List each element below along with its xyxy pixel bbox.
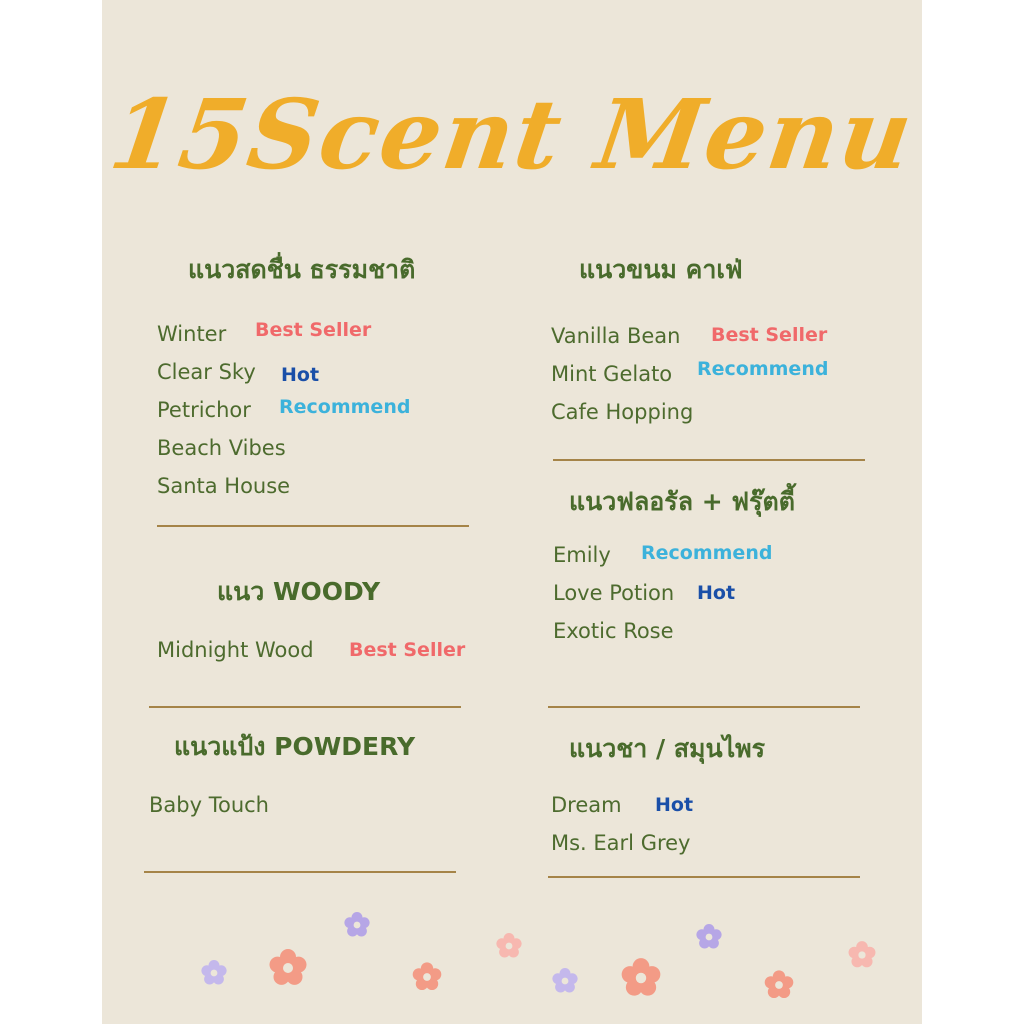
flower-icon [266,946,310,990]
section-divider [548,706,860,708]
badge-hot: Hot [655,794,694,816]
badge-best-seller: Best Seller [255,319,372,341]
menu-item-ms-earl-grey: Ms. Earl Grey [551,831,691,855]
badge-recommend: Recommend [641,542,773,564]
menu-poster [102,0,922,1024]
flower-icon [618,955,664,1001]
section-divider [157,525,469,527]
section-heading-dessert: แนวขนม คาเฟ่ [579,255,743,284]
menu-item-cafe-hopping: Cafe Hopping [551,400,694,424]
menu-item-baby-touch: Baby Touch [149,793,269,817]
flower-icon [762,968,796,1002]
flower-icon [342,910,372,940]
flower-icon [410,960,444,994]
menu-item-love-potion: Love Potion [553,581,675,605]
flower-icon [494,931,524,961]
menu-item-vanilla-bean: Vanilla Bean [551,324,681,348]
badge-hot: Hot [281,364,320,386]
menu-item-petrichor: Petrichor [157,398,251,422]
badge-recommend: Recommend [279,396,411,418]
section-heading-fresh: แนวสดชื่น ธรรมชาติ [188,255,416,284]
flower-icon [694,922,724,952]
menu-item-winter: Winter [157,322,227,346]
section-heading-floral: แนวฟลอรัล + ฟรุ๊ตตี้ [569,487,795,516]
badge-hot: Hot [697,582,736,604]
section-divider [553,459,865,461]
menu-item-santa-house: Santa House [157,474,291,498]
menu-item-exotic-rose: Exotic Rose [553,619,674,643]
badge-recommend: Recommend [697,358,829,380]
menu-title: 15Scent Menu [103,78,921,191]
section-divider [548,876,860,878]
section-heading-powdery: แนวแป้ง POWDERY [174,732,416,761]
flower-icon [846,939,878,971]
menu-item-mint-gelato: Mint Gelato [551,362,673,386]
section-divider [149,706,461,708]
flower-icon [199,958,229,988]
badge-best-seller: Best Seller [349,639,466,661]
menu-item-emily: Emily [553,543,611,567]
menu-item-dream: Dream [551,793,622,817]
section-heading-tea: แนวชา / สมุนไพร [569,734,766,763]
flower-icon [550,966,580,996]
menu-item-clear-sky: Clear Sky [157,360,256,384]
menu-item-midnight-wood: Midnight Wood [157,638,314,662]
section-heading-woody: แนว WOODY [217,577,381,606]
badge-best-seller: Best Seller [711,324,828,346]
section-divider [144,871,456,873]
menu-item-beach-vibes: Beach Vibes [157,436,286,460]
